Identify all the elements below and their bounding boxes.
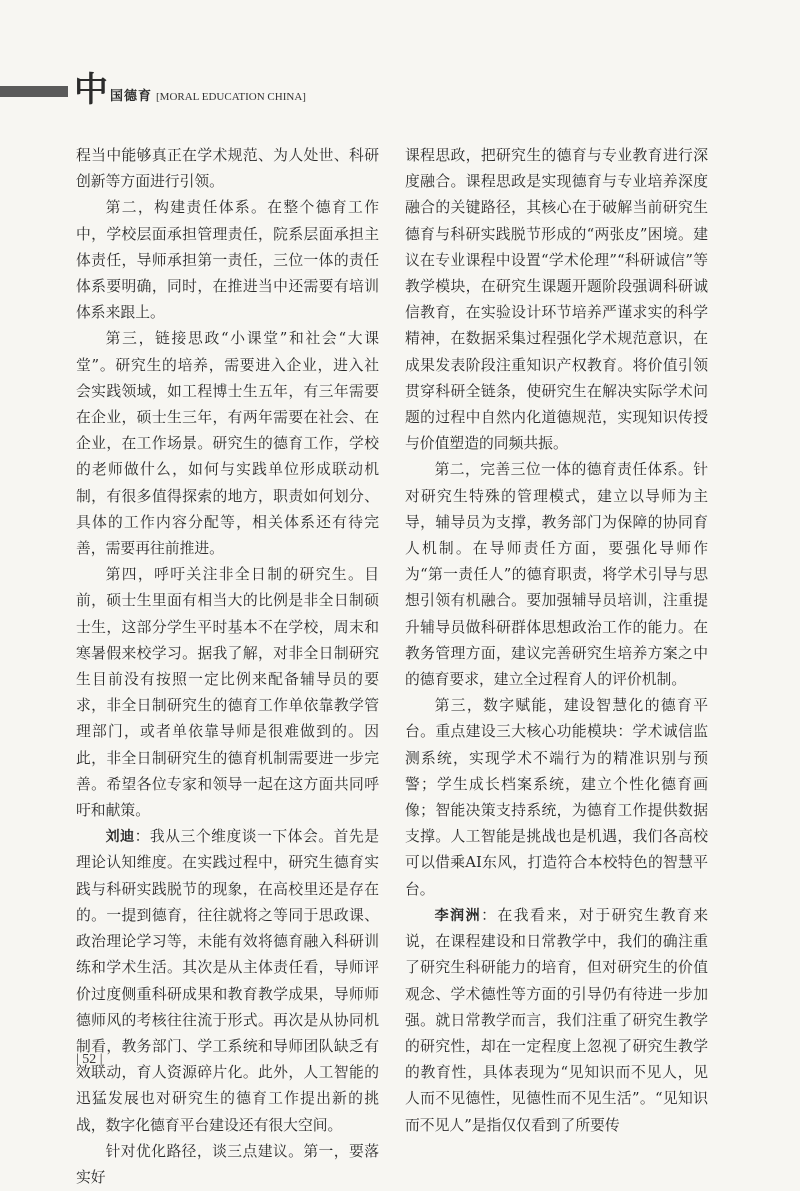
paragraph: 第三，链接思政“小课堂”和社会“大课堂”。研究生的培养，需要进入企业，进入社会实践领域，如工程博士生五年，有三年需要在企业，硕士生三年，有两年需要在社会、在企业，在工作场景。研究生的德育工作，学校的老师做什么，如何与实践单位形成联动机制，有很多值得探索的地方，职责如何划分、具体的工作内容分配等，相关体系还有待完善，需要再往前推进。	[76, 330, 379, 558]
left-column	[76, 143, 379, 1191]
journal-logo	[74, 62, 306, 110]
speaker-name: 刘迪	[105, 829, 135, 846]
paragraph: 针对优化路径，谈三点建议。第一，要落实好	[76, 1142, 379, 1186]
logo-subtitle: 国德育	[110, 89, 153, 104]
header-bar	[0, 86, 68, 97]
paragraph: 程当中能够真正在学术规范、为人处世、科研创新等方面进行引领。	[76, 147, 379, 191]
journal-english-title: [MORAL EDUCATION CHINA]	[156, 91, 306, 103]
right-column	[405, 143, 708, 1139]
speaker-name: 李润洲	[434, 907, 482, 924]
paragraph: 第二，完善三位一体的德育责任体系。针对研究生特殊的管理模式，建立以导师为主导，辅导员为支撑，教务部门为保障的协同育人机制。在导师责任方面，要强化导师作为“第一责任人”的德育职责，将学术引导与思想引领有机融合。要加强辅导员培训，注重提升辅导员做科研群体思想政治工作的能力。在教务管理方面，建议完善研究生培养方案之中的德育要求，建立全过程育人的评价机制。	[405, 461, 708, 689]
paragraph: 第四，呼吁关注非全日制的研究生。目前，硕士生里面有相当大的比例是非全日制硕士生，这部分学生平时基本不在学校，周末和寒暑假来校学习。据我了解，对非全日制研究生目前没有按照一定比例来配备辅导员的要求，非全日制研究生的德育工作单依靠教学管理部门，或者单依靠导师是很难做到的。因此，非全日制研究生的德育机制需要进一步完善。希望各位专家和领导一起在这方面共同呼吁和献策。	[76, 566, 379, 820]
paragraph: 第三，数字赋能，建设智慧化的德育平台。重点建设三大核心功能模块：学术诚信监测系统，实现学术不端行为的精准识别与预警；学生成长档案系统，建立个性化德育画像；智能决策支持系统，为德育工作提供数据支撑。人工智能是挑战也是机遇，我们各高校可以借乘AI东风，打造符合本校特色的智慧平台。	[405, 697, 708, 898]
paragraph: 课程思政，把研究生的德育与专业教育进行深度融合。课程思政是实现德育与专业培养深度融合的关键路径，其核心在于破解当前研究生德育与科研实践脱节形成的“两张皮”困境。建议在专业课程中设置“学术伦理”“科研诚信”等教学模块，在研究生课题开题阶段强调科研诚信教育，在实验设计环节培养严谨求实的科学精神，在数据采集过程强化学术规范意识，在成果发表阶段注重知识产权教育。将价值引领贯穿科研全链条，使研究生在解决实际学术问题的过程中自然内化道德规范，实现知识传授与价值塑造的同频共振。	[405, 147, 708, 453]
paragraph: 第二，构建责任体系。在整个德育工作中，学校层面承担管理责任，院系层面承担主体责任，导师承担第一责任，三位一体的责任体系要明确，同时，在推进当中还需要有培训体系来跟上。	[76, 199, 379, 322]
paragraph: 李润洲：在我看来，对于研究生教育来说，在课程建设和日常教学中，我们的确注重了研究生科研能力的培育，但对研究生的价值观念、学术德性等方面的引导仍有待进一步加强。就日常教学而言，我们注重了研究生教学的研究性，却在一定程度上忽视了研究生教学的教育性，具体表现为“见知识而不见人，见人而不见德性，见德性而不见生活”。“见知识而不见人”是指仅仅看到了所要传	[405, 906, 708, 1134]
page-number: | 52 |	[76, 1052, 103, 1067]
paragraph: 刘迪：我从三个维度谈一下体会。首先是理论认知维度。在实践过程中，研究生德育实践与科研实践脱节的现象，在高校里还是存在的。一提到德育，往往就将之等同于思政课、政治理论学习等，未能有效将德育融入科研训练和学术生活。其次是从主体责任看，导师评价过度侧重科研成果和教育教学成果，导师师德师风的考核往往流于形式。再次是从协同机制看，教务部门、学工系统和导师团队缺乏有效联动，育人资源碎片化。此外，人工智能的迅猛发展也对研究生的德育工作提出新的挑战，数字化德育平台建设还有很大空间。	[76, 828, 380, 1134]
logo-main-char: 中	[74, 70, 108, 110]
